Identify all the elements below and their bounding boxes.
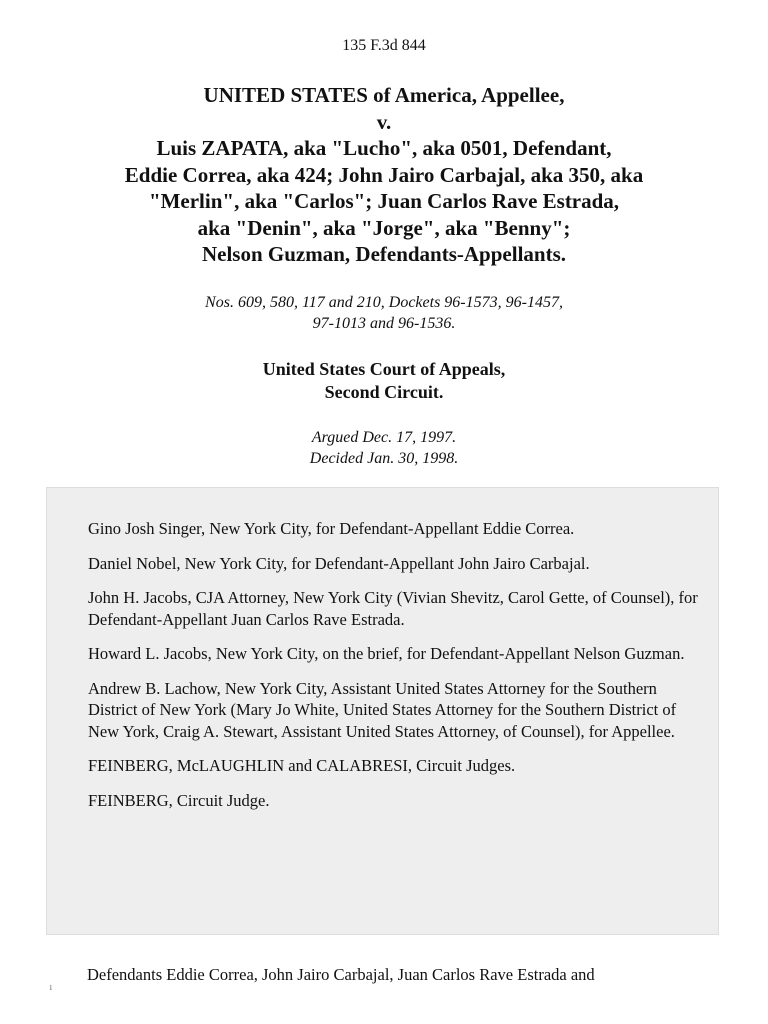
caption-line: Nelson Guzman, Defendants-Appellants. (201, 242, 567, 266)
panel-judges: FEINBERG, McLAUGHLIN and CALABRESI, Circuit Judges. (88, 756, 516, 775)
opinion-opening-text: Defendants Eddie Correa, John Jairo Carbajal, Juan Carlos Rave Estrada and (87, 965, 595, 984)
counsel-entry: Andrew B. Lachow, New York City, Assistant United States Attorney for the Southern District of New York (Mary Jo White, United States Attorney for the Southern District of New York, Craig A. Stewart, Assistant United States Attorney, of Counsel), for Appellee. (88, 678, 677, 741)
court-line: Second Circuit. (324, 382, 444, 402)
counsel-entry: Howard L. Jacobs, New York City, on the brief, for Defendant-Appellant Nelson Guzman. (88, 644, 685, 663)
footnote-marker[interactable]: 1 (49, 984, 53, 992)
case-dates (0, 427, 768, 469)
decided-date: Decided Jan. 30, 1998. (309, 450, 459, 467)
case-caption (40, 82, 728, 268)
caption-line: Eddie Correa, aka 424; John Jairo Carbajal, aka 350, aka (124, 162, 644, 187)
counsel-entry: Gino Josh Singer, New York City, for Defendant-Appellant Eddie Correa. (88, 519, 575, 538)
opinion-author: FEINBERG, Circuit Judge. (88, 790, 270, 810)
court-name (0, 358, 768, 404)
caption-line: Luis ZAPATA, aka "Lucho", aka 0501, Defendant, (156, 136, 612, 160)
caption-line: UNITED STATES of America, Appellee, (203, 83, 565, 107)
case-citation: 135 F.3d 844 (342, 37, 426, 54)
docket-line: Nos. 609, 580, 117 and 210, Dockets 96-1573, 96-1457, (205, 294, 563, 311)
caption-line: v. (376, 109, 392, 134)
counsel-entry: Daniel Nobel, New York City, for Defendant-Appellant John Jairo Carbajal. (88, 553, 590, 573)
docket-numbers (0, 292, 768, 334)
counsel-list (88, 518, 698, 824)
argued-date: Argued Dec. 17, 1997. (311, 429, 457, 446)
caption-line: "Merlin", aka "Carlos"; Juan Carlos Rave Estrada, (148, 189, 620, 213)
caption-line: aka "Denin", aka "Jorge", aka "Benny"; (197, 215, 571, 240)
counsel-entry: John H. Jacobs, CJA Attorney, New York City (Vivian Shevitz, Carol Gette, of Counsel), for Defendant-Appellant Juan Carlos Rave Estrada. (88, 588, 698, 629)
counsel-panel (46, 487, 719, 935)
court-line: United States Court of Appeals, (262, 359, 506, 379)
docket-line: 97-1013 and 96-1536. (312, 315, 456, 332)
